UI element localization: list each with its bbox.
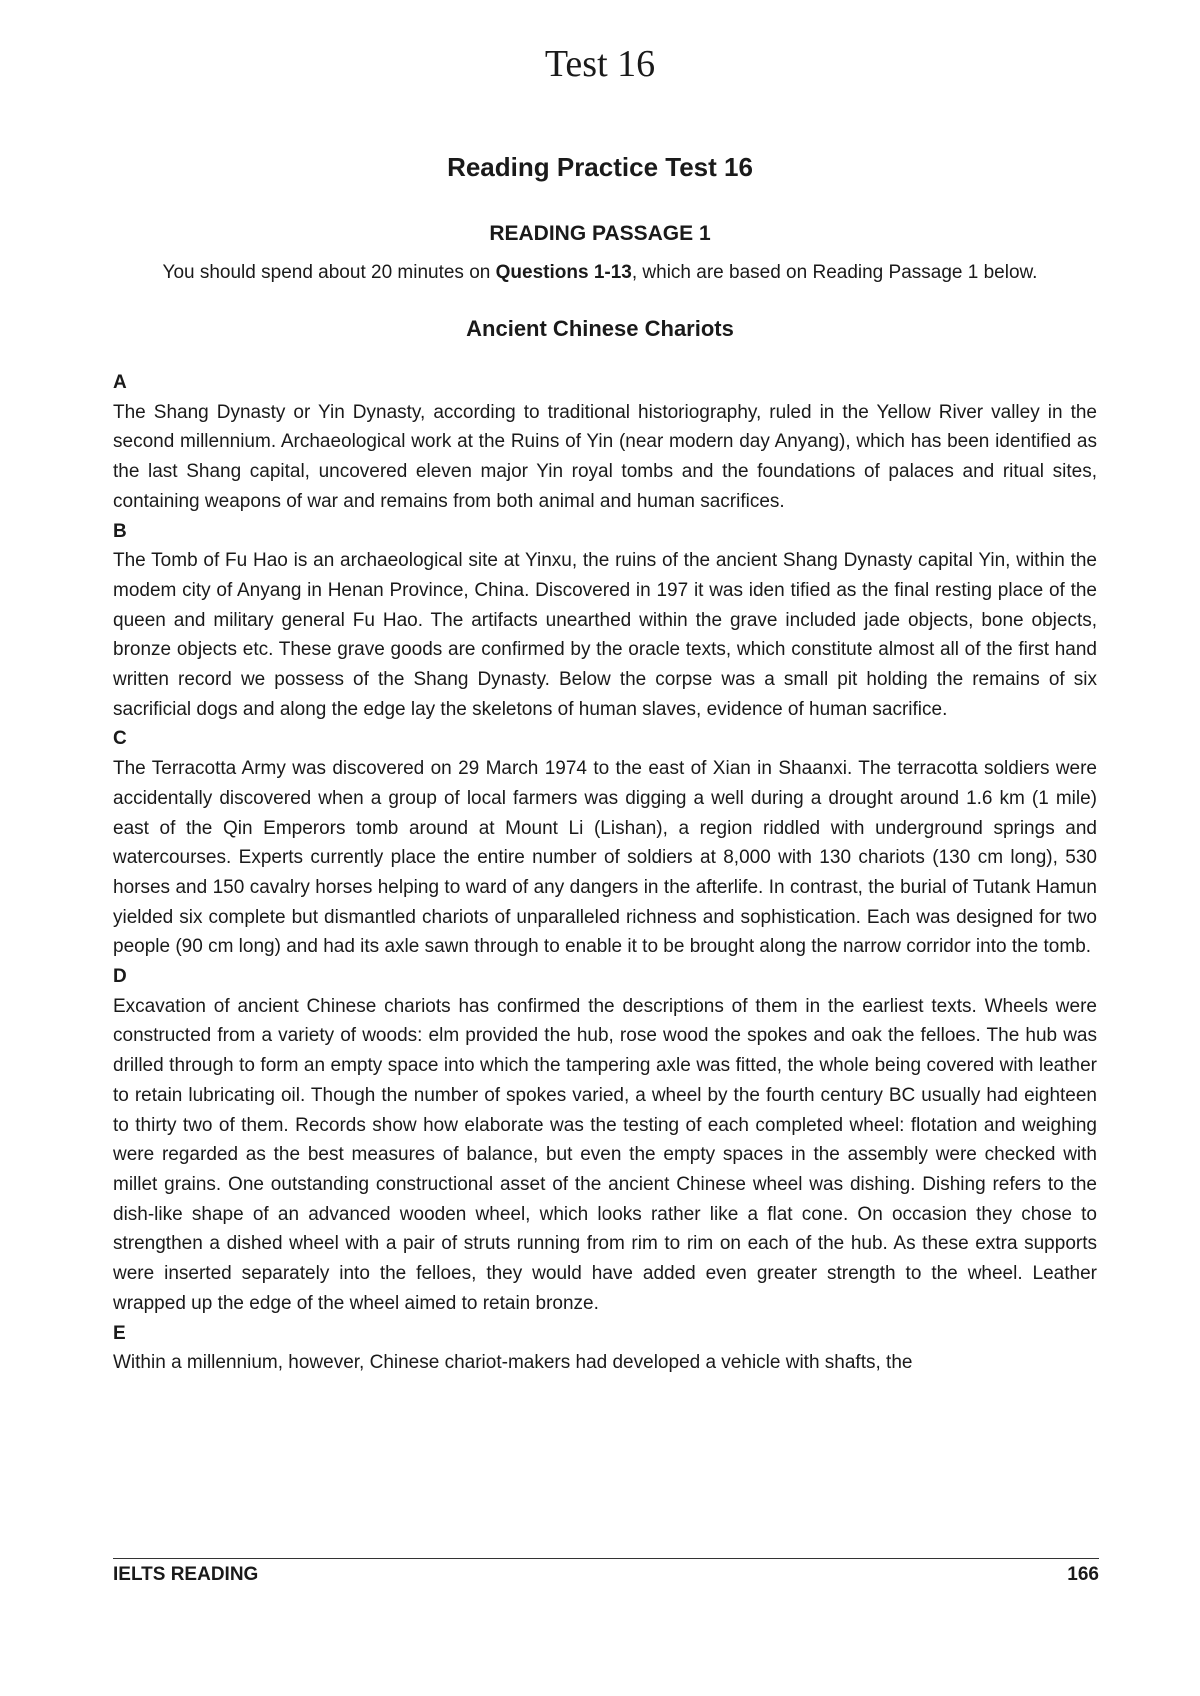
section-paragraph-b: The Tomb of Fu Hao is an archaeological site at Yinxu, the ruins of the ancient Shang Dynasty capital Yin, within the modem city of Anyang in Henan Province, China. Discovered in 197 it was iden tified as the final resting place of the queen and military general Fu Hao. The artifacts unearthed within the grave included jade objects, bone objects, bronze objects etc. These grave goods are confirmed by the oracle texts, which constitute almost all of the first hand written record we possess of the Shang Dynasty. Below the corpse was a small pit holding the remains of six sacrificial dogs and along the edge lay the skeletons of human slaves, evidence of human sacrifice. (113, 550, 1097, 720)
instruction-after: , which are based on Reading Passage 1 below. (631, 262, 1038, 283)
page-number: 166 (1067, 1564, 1099, 1585)
section-letter-b: B (113, 520, 127, 542)
section-paragraph-a: The Shang Dynasty or Yin Dynasty, according to traditional historiography, ruled in the Yellow River valley in the second millennium. Archaeological work at the Ruins of Yin (near modern day Anyang), which has been identified as the last Shang capital, uncovered eleven major Yin royal tombs and the foundations of palaces and ritual sites, containing weapons of war and remains from both animal and human sacrifices. (113, 401, 1097, 512)
section-paragraph-d: Excavation of ancient Chinese chariots has confirmed the descriptions of them in the earliest texts. Wheels were constructed from a variety of woods: elm provided the hub, rose wood the spokes and oak the felloes. The hub was drilled through to form an empty space into which the tampering axle was fitted, the whole being covered with leather to retain lubricating oil. Though the number of spokes varied, a wheel by the fourth century BC usually had eighteen to thirty two of them. Records show how elaborate was the testing of each completed wheel: flotation and weighing were regarded as the best measures of balance, but even the empty spaces in the assembly were checked with millet grains. One outstanding constructional asset of the ancient Chinese wheel was dishing. Dishing refers to the dish-like shape of an advanced wooden wheel, which looks rather like a flat cone. On occasion they chose to strengthen a dished wheel with a pair of struts running from rim to rim on each of the hub. As these extra supports were inserted separately into the felloes, they would have added even greater strength to the wheel. Leather wrapped up the edge of the wheel aimed to retain bronze. (113, 995, 1097, 1314)
footer-divider (113, 1558, 1099, 1559)
article-title: Ancient Chinese Chariots (466, 316, 734, 341)
section-letter-d: D (113, 966, 127, 988)
section-letter-c: C (113, 728, 127, 750)
instruction-questions: Questions 1-13 (495, 262, 632, 283)
section-letter-e: E (113, 1322, 126, 1344)
passage-body (113, 368, 1097, 1378)
practice-title: Reading Practice Test 16 (447, 152, 753, 182)
section-paragraph-e: Within a millennium, however, Chinese chariot-makers had developed a vehicle with shafts, the (113, 1352, 913, 1374)
footer-label: IELTS READING (113, 1564, 259, 1585)
instruction-before: You should spend about 20 minutes on (162, 262, 496, 283)
section-paragraph-c: The Terracotta Army was discovered on 29 March 1974 to the east of Xian in Shaanxi. The terracotta soldiers were accidentally discovered when a group of local farmers was digging a well during a drought around 1.6 km (1 mile) east of the Qin Emperors tomb around at Mount Li (Lishan), a region riddled with underground springs and watercourses. Experts currently place the entire number of soldiers at 8,000 with 130 chariots (130 cm long), 530 horses and 150 cavalry horses helping to ward of any dangers in the afterlife. In contrast, the burial of Tutank Hamun yielded six complete but dismantled chariots of unparalleled richness and sophistication. Each was designed for two people (90 cm long) and had its axle sawn through to enable it to be brought along the narrow corridor into the tomb. (113, 758, 1097, 958)
instruction-text (0, 262, 1200, 284)
test-title: Test 16 (544, 43, 656, 85)
section-letter-a: A (113, 372, 127, 393)
passage-title: READING PASSAGE 1 (489, 222, 711, 245)
